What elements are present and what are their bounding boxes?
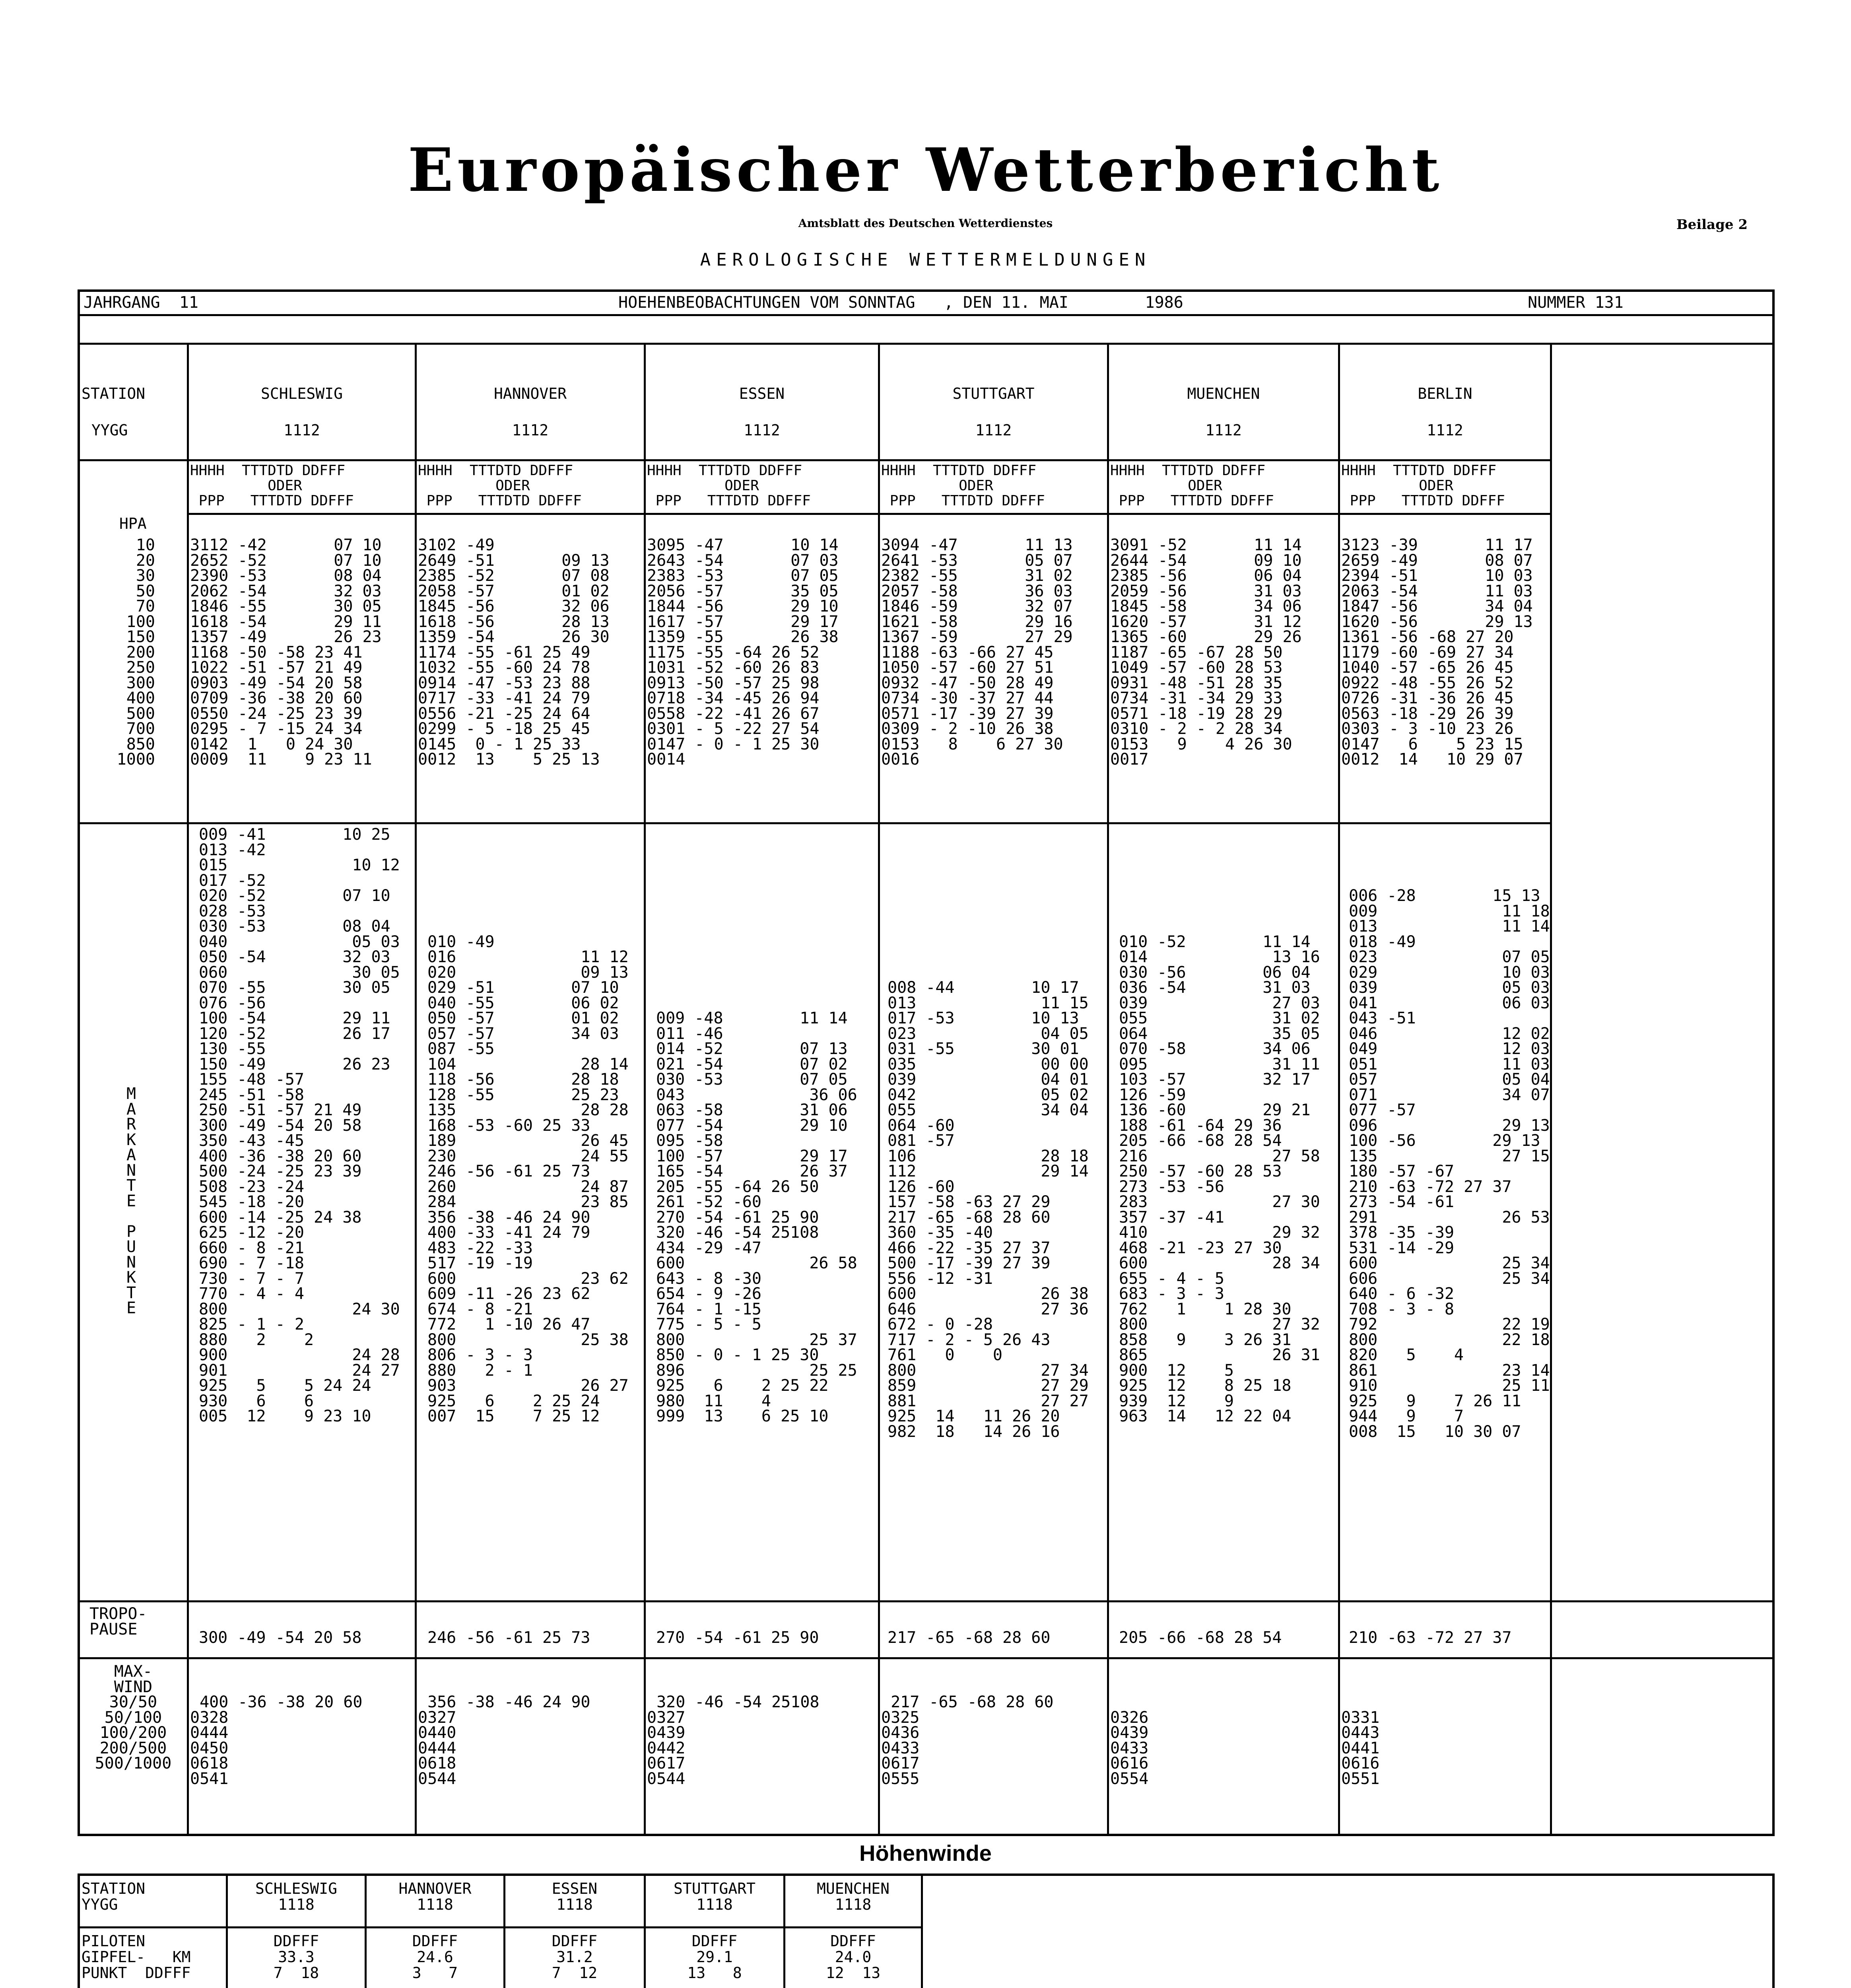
hw-station-yygg: 1118 — [556, 1896, 593, 1913]
maxwind-values: 320 -46 -54 25108 0327 0439 0442 0617 0544 — [647, 1693, 820, 1788]
beilage-label: Beilage 2 — [1676, 217, 1748, 233]
station-yygg: 1112 — [1205, 421, 1242, 439]
mandatory-divider — [78, 822, 1552, 824]
tropopause-value: 246 -56 -61 25 73 — [427, 1629, 590, 1647]
hw-station — [785, 1881, 921, 1912]
markante-divider — [78, 1600, 1775, 1602]
piloten-values: DDFFF 33.3 7 18 — [273, 1932, 319, 1982]
mandatory-levels-muenchen: 3091 -52 11 14 2644 -54 09 10 2385 -56 06 04 2059 -56 31 03 1845 -58 34 06 1620 -57 31 12 1365 -60 29 26 1187 -65 -67 28 50 1049 -57 -60 28 53 0931 -48 -51 28 35 0734 -31 -34 29 33 0571 -18 -19 28 29 0310 - 2 - 2 28 34 0153 9 4 26 30 0017 — [1110, 536, 1302, 769]
column-header: HHHH TTTDTD DDFFF ODER PPP TTTDTD DDFFF — [418, 462, 582, 509]
hw-station-name: ESSEN — [552, 1880, 598, 1897]
station-yygg: 1112 — [1427, 421, 1463, 439]
tropopause-divider — [78, 1657, 1775, 1659]
section-title: AEROLOGISCHE WETTERMELDUNGEN — [700, 250, 1151, 270]
page-title: Europäischer Wetterbericht — [408, 135, 1443, 205]
hw-station — [367, 1881, 503, 1912]
piloten-values: DDFFF 24.6 3 7 — [412, 1932, 458, 1982]
col-divider — [1338, 343, 1340, 1836]
maxwind-values: 0331 0443 0441 0616 0551 — [1341, 1708, 1380, 1788]
jahrgang-label: JAHRGANG 11 — [84, 293, 198, 312]
hw-station-yygg: 1118 — [835, 1896, 872, 1913]
markante-punkte-label: M A R K A N T E P U N K T E — [126, 1085, 136, 1317]
station-name: HANNOVER — [493, 385, 567, 402]
maxwind-values: 400 -36 -38 20 60 0328 0444 0450 0618 0541 — [190, 1693, 363, 1788]
col-divider — [1107, 343, 1109, 1836]
issue-number: NUMMER 131 — [1528, 293, 1624, 312]
hw-station-name: HANNOVER — [398, 1880, 472, 1897]
significant-levels-hannover: 010 -49 016 11 12 020 09 13 029 -51 07 10 040 -55 06 02 050 -57 01 02 057 -57 34 03 087 -55 104 28 14 118 -56 28 18 128 -55 25 23 135 28 28 168 -53 -60 25 33 189 26 45 230 24 55 246 -56 -61 25 73 260 24 87 284 23 85 356 -38 -46 24 90 400 -33 -41 24 79 483 -22 -33 517 -19 -19 600 23 62 609 -11 -26 23 62 674 - 8 -21 772 1 -10 26 47 800 25 38 806 - 3 - 3 880 2 - 1 903 26 27 925 6 2 25 24 007 15 7 25 12 — [427, 932, 629, 1425]
mandatory-levels-essen: 3095 -47 10 14 2643 -54 07 03 2383 -53 07 05 2056 -57 35 05 1844 -56 29 10 1617 -57 29 17 1359 -55 26 38 1175 -55 -64 26 52 1031 -52 -60 26 83 0913 -50 -57 25 98 0718 -34 -45 26 94 0558 -22 -41 26 67 0301 - 5 -22 27 54 0147 - 0 - 1 25 30 0014 — [647, 536, 839, 769]
col-divider — [644, 343, 646, 1836]
column-header: HHHH TTTDTD DDFFF ODER PPP TTTDTD DDFFF — [1341, 462, 1505, 509]
hw-station — [228, 1881, 365, 1912]
maxwind-values: 356 -38 -46 24 90 0327 0440 0444 0618 0544 — [418, 1693, 590, 1788]
station-yygg: 1112 — [975, 421, 1012, 439]
piloten-values: DDFFF 29.1 13 8 — [687, 1932, 742, 1982]
piloten-values: DDFFF 31.2 7 12 — [552, 1932, 598, 1982]
column-header: HHHH TTTDTD DDFFF ODER PPP TTTDTD DDFFF — [190, 462, 354, 509]
hw-station — [646, 1881, 783, 1912]
header-divider — [78, 459, 1552, 461]
tropopause-value: 270 -54 -61 25 90 — [656, 1629, 819, 1647]
significant-levels-schleswig: 009 -41 10 25 013 -42 015 10 12 017 -52 020 -52 07 10 028 -53 030 -53 08 04 040 05 03 050 -54 32 03 060 30 05 070 -55 30 05 076 -56 100 -54 29 11 120 -52 26 17 130 -55 150 -49 26 23 155 -48 -57 245 -51 -58 250 -51 -57 21 49 300 -49 -54 20 58 350 -43 -45 400 -36 -38 20 60 500 -24 -25 23 39 508 -23 -24 545 -18 -20 600 -14 -25 24 38 625 -12 -20 660 - 8 -21 690 - 7 -18 730 - 7 - 7 770 - 4 - 4 800 24 30 825 - 1 - 2 880 2 2 900 24 28 901 24 27 925 5 5 24 24 930 6 6 005 12 9 23 10 — [199, 825, 400, 1425]
hw-station-yygg: 1118 — [278, 1896, 315, 1913]
mandatory-levels-schleswig: 3112 -42 07 10 2652 -52 07 10 2390 -53 08 04 2062 -54 32 03 1846 -55 30 05 1618 -54 29 11 1357 -49 26 23 1168 -50 -58 23 41 1022 -51 -57 21 49 0903 -49 -54 20 58 0709 -36 -38 20 60 0550 -24 -25 23 39 0295 - 7 -15 24 34 0142 1 0 24 30 0009 11 9 23 11 — [190, 536, 382, 769]
hw-station-label: STATION YYGG — [82, 1880, 146, 1913]
info-bar-divider — [78, 314, 1775, 316]
mandatory-levels-hannover: 3102 -49 2649 -51 09 13 2385 -52 07 08 2058 -57 01 02 1845 -56 32 06 1618 -56 28 13 1359 -54 26 30 1174 -55 -61 25 49 1032 -55 -60 24 78 0914 -47 -53 23 88 0717 -33 -41 24 79 0556 -21 -25 24 64 0299 - 5 -18 25 45 0145 0 - 1 25 33 0012 13 5 25 13 — [418, 536, 610, 769]
hw-divider — [78, 1926, 923, 1928]
col-divider — [1550, 343, 1552, 1836]
maxwind-label: MAX- WIND 30/50 50/100 100/200 200/500 500/1000 — [95, 1662, 172, 1773]
hoehenwinde-title: Höhenwinde — [859, 1840, 992, 1866]
maxwind-values: 0326 0439 0433 0616 0554 — [1110, 1708, 1149, 1788]
significant-levels-stuttgart: 008 -44 10 17 013 11 15 017 -53 10 13 023 04 05 031 -55 30 01 035 00 00 039 04 01 042 05 02 055 34 04 064 -60 081 -57 106 28 18 112 29 14 126 -60 157 -58 -63 27 29 217 -65 -68 28 60 360 -35 -40 466 -22 -35 27 37 500 -17 -39 27 39 556 -12 -31 600 26 38 646 27 36 672 - 0 -28 717 - 2 - 5 26 43 761 0 0 800 27 34 859 27 29 881 27 27 925 14 11 26 20 982 18 14 26 16 — [888, 978, 1089, 1441]
piloten-label: PILOTEN GIPFEL- KM PUNKT DDFFF — [82, 1932, 191, 1982]
yygg-label: YYGG — [91, 421, 128, 439]
station-name: ESSEN — [739, 385, 785, 402]
tropopause-value: 205 -66 -68 28 54 — [1119, 1629, 1282, 1647]
column-header: HHHH TTTDTD DDFFF ODER PPP TTTDTD DDFFF — [881, 462, 1045, 509]
info-bar-divider-2 — [78, 343, 1775, 345]
hpa-label: HPA — [119, 515, 147, 532]
hw-col-divider — [921, 1873, 923, 1988]
col-divider — [878, 343, 880, 1836]
significant-levels-essen: 009 -48 11 14 011 -46 014 -52 07 13 021 -54 07 02 030 -53 07 05 043 36 06 063 -58 31 06 077 -54 29 10 095 -58 100 -57 29 17 165 -54 26 37 205 -55 -64 26 50 261 -52 -60 270 -54 -61 25 90 320 -46 -54 25108 434 -29 -47 600 26 58 643 - 8 -30 654 - 9 -26 764 - 1 -15 775 - 5 - 5 800 25 37 850 - 0 - 1 25 30 896 25 25 925 6 2 25 22 980 11 4 999 13 6 25 10 — [656, 1009, 857, 1425]
hw-station-name: STUTTGART — [674, 1880, 756, 1897]
mandatory-levels-stuttgart: 3094 -47 11 13 2641 -53 05 07 2382 -55 31 02 2057 -58 36 03 1846 -59 32 07 1621 -58 29 16 1367 -59 27 29 1188 -63 -66 27 45 1050 -57 -60 27 51 0932 -47 -50 28 49 0734 -30 -37 27 44 0571 -17 -39 27 39 0309 - 2 -10 26 38 0153 8 6 27 30 0016 — [881, 536, 1073, 769]
hw-station-yygg: 1118 — [696, 1896, 733, 1913]
significant-levels-muenchen: 010 -52 11 14 014 13 16 030 -56 06 04 036 -54 31 03 039 27 03 055 31 02 064 35 05 070 -58 34 06 095 31 11 103 -57 32 17 126 -59 136 -60 29 21 188 -61 -64 29 36 205 -66 -68 28 54 216 27 58 250 -57 -60 28 53 273 -53 -56 283 27 30 357 -37 -41 410 29 32 468 -21 -23 27 30 600 28 34 655 - 4 - 5 683 - 3 - 3 762 1 1 28 30 800 27 32 858 9 3 26 31 865 26 31 900 12 5 925 12 8 25 18 939 12 9 963 14 12 22 04 — [1119, 932, 1320, 1425]
maxwind-values: 217 -65 -68 28 60 0325 0436 0433 0617 0555 — [881, 1693, 1054, 1788]
hw-station-name: MUENCHEN — [816, 1880, 890, 1897]
significant-levels-berlin: 006 -28 15 13 009 11 18 013 11 14 018 -49 023 07 05 029 10 03 039 05 03 041 06 03 043 -51 046 12 02 049 12 03 051 11 03 057 05 04 071 34 07 077 -57 096 29 13 100 -56 29 13 135 27 15 180 -57 -67 210 -63 -72 27 37 273 -54 -61 291 26 53 378 -35 -39 531 -14 -29 600 25 34 606 25 34 640 - 6 -32 708 - 3 - 8 792 22 19 800 22 18 820 5 4 861 23 14 910 25 11 925 9 7 26 11 944 9 7 008 15 10 30 07 — [1349, 887, 1550, 1441]
station-yygg: 1112 — [284, 421, 320, 439]
subheader-divider — [187, 513, 1552, 515]
station-yygg: 1112 — [512, 421, 549, 439]
tropopause-value: 210 -63 -72 27 37 — [1349, 1629, 1512, 1647]
piloten-values: DDFFF 24.0 12 13 — [825, 1932, 881, 1982]
tropopause-label: TROPO- PAUSE — [89, 1605, 147, 1639]
hpa-levels: 10 20 30 50 70 100 150 200 250 300 400 500 700 850 1000 — [117, 536, 155, 769]
mandatory-levels-berlin: 3123 -39 11 17 2659 -49 08 07 2394 -51 10 03 2063 -54 11 03 1847 -56 34 04 1620 -56 29 13 1361 -56 -68 27 20 1179 -60 -69 27 34 1040 -57 -65 26 45 0922 -48 -55 26 52 0726 -31 -36 26 45 0563 -18 -29 26 39 0303 - 3 -10 23 26 0147 6 5 23 15 0012 14 10 29 07 — [1341, 536, 1533, 769]
col-divider — [187, 343, 189, 1836]
station-label: STATION — [82, 385, 146, 402]
station-name: STUTTGART — [952, 385, 1035, 402]
hw-station-yygg: 1118 — [417, 1896, 453, 1913]
station-yygg: 1112 — [744, 421, 780, 439]
station-name: BERLIN — [1418, 385, 1472, 402]
observation-date: HOEHENBEOBACHTUNGEN VOM SONNTAG , DEN 11. MAI 1986 — [618, 293, 1183, 312]
column-header: HHHH TTTDTD DDFFF ODER PPP TTTDTD DDFFF — [647, 462, 811, 509]
col-divider — [415, 343, 417, 1836]
tropopause-value: 217 -65 -68 28 60 — [888, 1629, 1051, 1647]
page-subtitle: Amtsblatt des Deutschen Wetterdienstes — [798, 217, 1053, 230]
column-header: HHHH TTTDTD DDFFF ODER PPP TTTDTD DDFFF — [1110, 462, 1274, 509]
hw-station — [505, 1881, 644, 1912]
station-name: SCHLESWIG — [261, 385, 343, 402]
hw-station-name: SCHLESWIG — [255, 1880, 337, 1897]
station-name: MUENCHEN — [1187, 385, 1260, 402]
tropopause-value: 300 -49 -54 20 58 — [199, 1629, 362, 1647]
